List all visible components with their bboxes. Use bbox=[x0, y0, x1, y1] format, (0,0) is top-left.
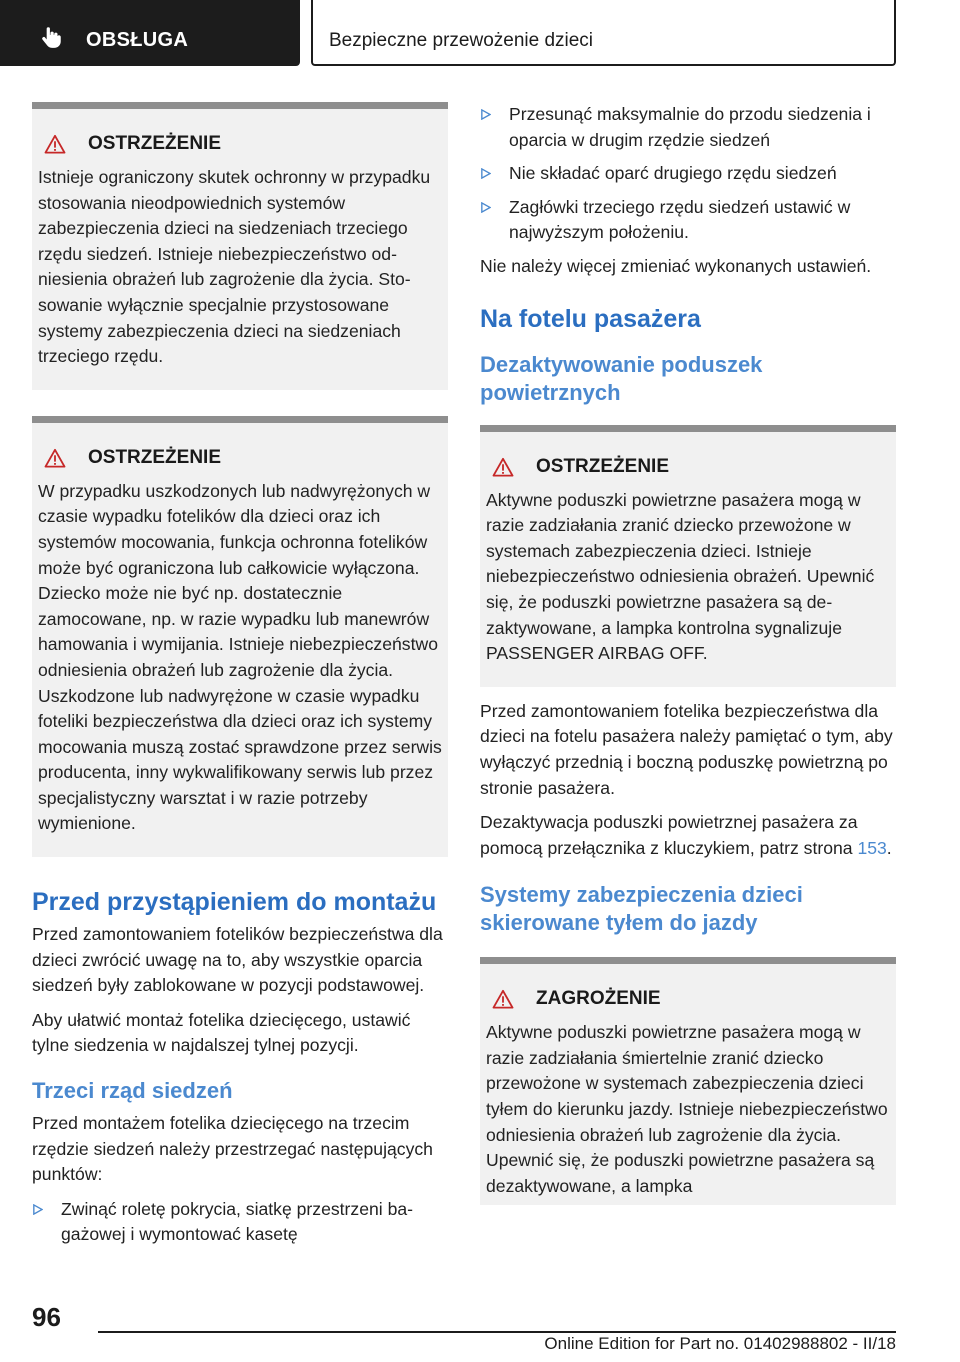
warning-triangle-icon bbox=[492, 989, 514, 1009]
paragraph: Przed zamontowaniem fotelika bezpieczeństwa dla dzieci na fotelu pasażera należy pamiętać o tym, aby wyłączyć przednią i boczną poduszkę powietrzną po stronie pasażera. bbox=[480, 700, 893, 798]
footer-divider bbox=[98, 1331, 896, 1333]
chapter-header bbox=[311, 0, 896, 66]
bullet-triangle-icon bbox=[480, 202, 491, 213]
list-item-text: Zwinąć roletę pokrycia, siatkę przestrzeni bagażowej i wymontować kasetę bbox=[61, 1198, 414, 1245]
warning-title: ZAGROŻENIE bbox=[536, 988, 661, 1010]
paragraph: Przed zamontowaniem fotelików bezpieczeństwa dla dzieci zwrócić uwagę na to, aby wszystkie oparcia siedzeń były zablokowane w pozycji podstawowej. bbox=[32, 924, 443, 996]
subsection-heading: Dezaktywowanie poduszek powietrznych bbox=[480, 351, 763, 405]
section-heading: Przed przystąpieniem do montażu bbox=[32, 888, 437, 917]
warning-box bbox=[32, 102, 448, 390]
list-item-text: Nie składać oparć drugiego rzędu siedzeń bbox=[509, 163, 837, 184]
warning-triangle-icon bbox=[44, 134, 66, 154]
warning-title: OSTRZEŻENIE bbox=[536, 455, 670, 477]
warning-triangle-icon bbox=[492, 457, 514, 477]
warning-text: Aktywne poduszki powietrzne pasażera mogą w razie zadziałania zranić dziecko przewożone w systemach zabezpieczenia dzieci. Istnieje niebezpieczeństwo odniesienia obrażeń. Upewnić się, że poduszki powietrzne pasażera są dezaktywowane, a lampka kontrolna sygnalizuje PASSENGER AIRBAG OFF. bbox=[486, 489, 875, 664]
list-item-text: Przesunąć maksymalnie do przodu siedzenia i oparcia w drugim rzędzie siedzeń bbox=[509, 104, 871, 150]
left-column bbox=[32, 102, 448, 1256]
bullet-triangle-icon bbox=[480, 168, 491, 179]
page-reference-link[interactable]: 153 bbox=[857, 837, 887, 858]
warning-text: Aktywne poduszki powietrzne pasażera mogą w razie zadziałania śmiertelnie zranić dziecko przewożone w systemach zabezpieczenia dzieci tyłem do kierunku jazdy. Istnieje niebezpieczeństwo odniesienia obrażeń lub zagrożenie dla życia. Upewnić się, że poduszki powietrzne pasażera są dezaktywowane, a lampka bbox=[486, 1022, 888, 1196]
warning-box bbox=[32, 416, 448, 857]
edition-note: Online Edition for Part no. 01402988802 - II/18 bbox=[544, 1334, 896, 1353]
warning-title: OSTRZEŻENIE bbox=[88, 446, 222, 468]
bullet-triangle-icon bbox=[480, 109, 491, 120]
warning-triangle-icon bbox=[44, 448, 66, 468]
warning-text: Istnieje ograniczony skutek ochronny w przypadku stosowania nieodpowiednich systemów zabezpieczenia dzieci na siedzeniach trzeciego rzędu siedzeń. Istnieje niebezpieczeństwo odniesienia obrażeń lub zagrożenie dla życia. Stosowanie wyłącznie specjalnie przystosowane systemy zabezpieczenia dzieci na siedzeniach trzeciego rzędu. bbox=[38, 167, 431, 367]
paragraph: Nie należy więcej zmieniać wykonanych ustawień. bbox=[480, 255, 872, 276]
warning-title: OSTRZEŻENIE bbox=[88, 133, 222, 154]
paragraph: Przed montażem fotelika dziecięcego na trzecim rzędzie siedzeń należy przestrzegać następujących punktów: bbox=[32, 1113, 433, 1185]
subsection-heading: Trzeci rząd siedzeń bbox=[32, 1078, 233, 1104]
list-item bbox=[480, 102, 896, 153]
right-column bbox=[480, 102, 896, 1231]
section-heading: Na fotelu pasażera bbox=[480, 304, 701, 333]
chapter-title: Bezpieczne przewożenie dzieci bbox=[329, 30, 594, 51]
list-item-text: Zagłówki trzeciego rzędu siedzeń ustawić w najwyższym położeniu. bbox=[509, 196, 851, 243]
paragraph-text: Dezaktywacja poduszki powietrznej pasażera za pomocą przełącznika z kluczykiem, patrz strona bbox=[480, 812, 858, 858]
paragraph: Aby ułatwić montaż fotelika dziecięcego, ustawić tylne siedzenia w najdalszej tylnej pozycji. bbox=[32, 1009, 411, 1056]
section-label: OBSŁUGA bbox=[86, 29, 189, 51]
list-item bbox=[480, 195, 896, 246]
section-tab[interactable] bbox=[0, 0, 300, 66]
list-item bbox=[480, 161, 896, 187]
list-item bbox=[32, 1197, 448, 1248]
hand-pointer-icon bbox=[38, 24, 64, 50]
warning-box bbox=[480, 425, 896, 687]
paragraph: Dezaktywacja poduszki powietrznej pasażera za pomocą przełącznika z kluczykiem, patrz strona 153. bbox=[480, 812, 892, 858]
page-number: 96 bbox=[32, 1302, 61, 1332]
bullet-triangle-icon bbox=[32, 1204, 43, 1215]
warning-text: W przypadku uszkodzonych lub nadwyrężonych w czasie wypadku fotelików dla dzieci oraz ich systemów mocowania, funkcja ochronna fotelików może być ograniczona lub całkowicie wyłączona. Dziecko może nie być np. dostatecznie zamocowane, np. w razie wypadku lub manewrów hamowania i wymijania. Istnieje niebezpieczeństwo odniesienia obrażeń lub zagrożenie dla życia. Uszkodzone lub nadwyrężone w czasie wypadku foteliki bezpieczeństwa dla dzieci oraz ich systemy mocowania muszą zostać sprawdzone przez serwis producenta, inny wykwalifikowany serwis lub przez specjalistyczny warsztat i w razie potrzeby wymienione. bbox=[38, 480, 442, 834]
warning-box bbox=[480, 957, 896, 1205]
subsection-heading: Systemy zabezpieczenia dzieci skierowane tyłem do jazdy bbox=[480, 882, 803, 936]
